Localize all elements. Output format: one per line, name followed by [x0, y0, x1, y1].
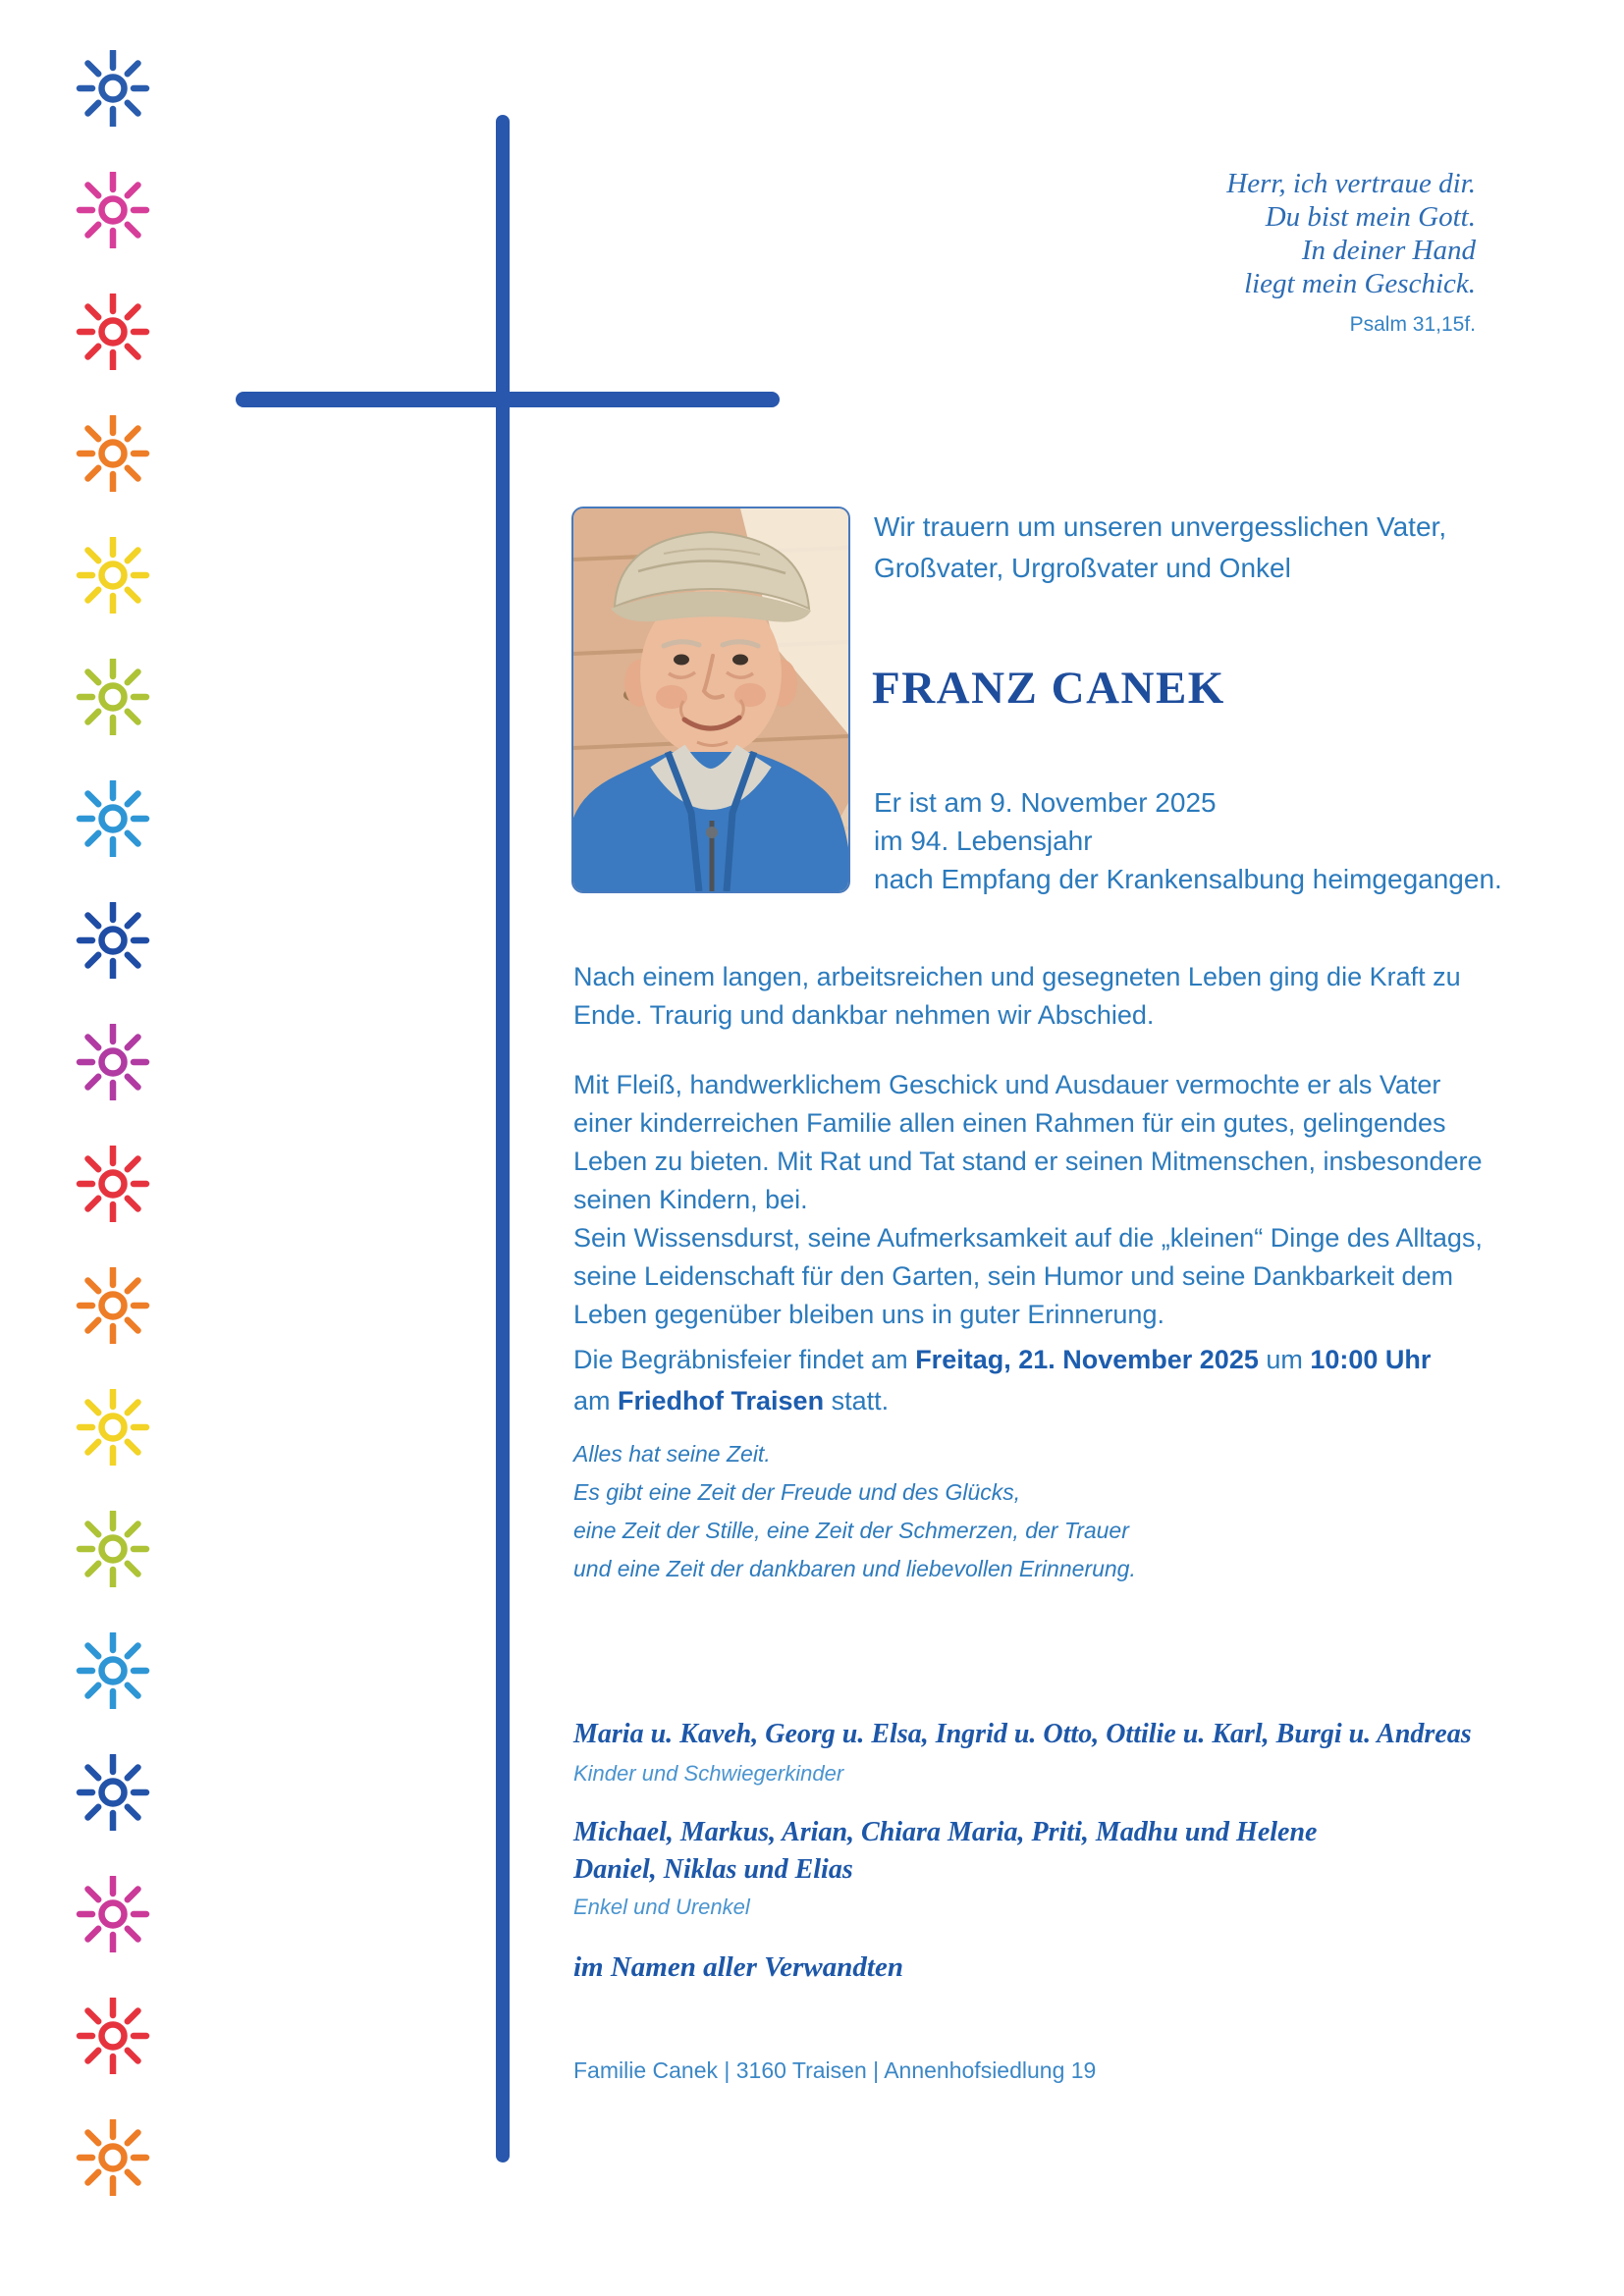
funeral-place: Friedhof Traisen — [618, 1386, 825, 1415]
text-line: Michael, Markus, Arian, Chiara Maria, Priti, Madhu und Helene — [573, 1817, 1318, 1847]
children-names: Maria u. Kaveh, Georg u. Elsa, Ingrid u. Otto, Ottilie u. Karl, Burgi u. Andreas — [573, 1719, 1472, 1749]
funeral-text: statt. — [824, 1386, 890, 1415]
sun-icon — [75, 172, 151, 248]
sun-icon — [75, 1511, 151, 1587]
text-line: Großvater, Urgroßvater und Onkel — [874, 553, 1291, 583]
sun-icon — [75, 1998, 151, 2074]
mourning-intro — [874, 507, 1446, 589]
sun-column — [0, 0, 196, 2296]
grandchildren-names — [573, 1814, 1317, 1889]
cheek-right — [734, 683, 766, 707]
cross-icon-horizontal-bar — [236, 392, 780, 407]
psalm-lines — [1226, 167, 1476, 300]
text-line: liegt mein Geschick. — [1244, 268, 1476, 299]
text-line: Sein Wissensdurst, seine Aufmerksamkeit auf die „kleinen“ Dinge des Alltags, — [573, 1223, 1483, 1253]
sun-icon — [75, 1267, 151, 1344]
death-notice — [874, 783, 1502, 898]
portrait-illustration — [573, 508, 848, 891]
text-line: Es gibt eine Zeit der Freude und des Glücks, — [573, 1479, 1021, 1505]
text-line: Du bist mein Gott. — [1265, 201, 1476, 233]
sun-icon — [75, 1146, 151, 1222]
funeral-announcement — [573, 1339, 1431, 1421]
eye-left — [674, 655, 689, 666]
text-line: nach Empfang der Krankensalbung heimgegangen. — [874, 864, 1502, 894]
text-line: einer kinderreichen Familie allen einen Rahmen für ein gutes, gelingendes — [573, 1108, 1446, 1138]
text-line: Leben gegenüber bleiben uns in guter Erinnerung. — [573, 1300, 1164, 1329]
sun-icon — [75, 1024, 151, 1100]
children-label: Kinder und Schwiegerkinder — [573, 1761, 844, 1786]
text-line: Alles hat seine Zeit. — [573, 1441, 771, 1467]
sun-icon — [75, 1389, 151, 1466]
text-line: Daniel, Niklas und Elias — [573, 1854, 853, 1885]
funeral-date: Freitag, 21. November 2025 — [915, 1345, 1259, 1374]
eye-right — [732, 655, 748, 666]
text-line: Herr, ich vertraue dir. — [1226, 168, 1476, 199]
text-line: im 94. Lebensjahr — [874, 826, 1093, 856]
funeral-time: 10:00 Uhr — [1310, 1345, 1432, 1374]
poem — [573, 1435, 1136, 1588]
text-line: In deiner Hand — [1301, 235, 1476, 266]
funeral-text: um — [1258, 1345, 1311, 1374]
text-line: seine Leidenschaft für den Garten, sein Humor und seine Dankbarkeit dem — [573, 1261, 1454, 1291]
sun-icon — [75, 50, 151, 127]
text-line: eine Zeit der Stille, eine Zeit der Schmerzen, der Trauer — [573, 1518, 1129, 1543]
text-line: Leben zu bieten. Mit Rat und Tat stand er seinen Mitmenschen, insbesondere — [573, 1147, 1483, 1176]
closing-line: im Namen aller Verwandten — [573, 1951, 903, 1983]
psalm-source: Psalm 31,15f. — [1349, 313, 1476, 336]
text-line: Nach einem langen, arbeitsreichen und gesegneten Leben ging die Kraft zu — [573, 962, 1461, 991]
text-line: seinen Kindern, bei. — [573, 1185, 808, 1214]
funeral-text: am — [573, 1386, 619, 1415]
sun-icon — [75, 294, 151, 370]
psalm-quote — [1226, 167, 1476, 342]
text-line: Mit Fleiß, handwerklichem Geschick und Ausdauer vermochte er als Vater — [573, 1070, 1441, 1099]
cross-icon-vertical-bar — [496, 115, 510, 2163]
sun-icon — [75, 659, 151, 735]
text-line: Ende. Traurig und dankbar nehmen wir Abschied. — [573, 1000, 1155, 1030]
grandchildren-label: Enkel und Urenkel — [573, 1895, 750, 1919]
sun-icon — [75, 415, 151, 492]
sun-icon — [75, 1632, 151, 1709]
portrait-photo — [571, 507, 850, 893]
text-line: und eine Zeit der dankbaren und liebevollen Erinnerung. — [573, 1556, 1136, 1581]
obituary-paragraph-1 — [573, 958, 1461, 1035]
sun-icon — [75, 537, 151, 614]
sun-icon — [75, 780, 151, 857]
footer-address: Familie Canek | 3160 Traisen | Annenhofsiedlung 19 — [573, 2057, 1097, 2083]
sun-icon — [75, 1876, 151, 1952]
sun-icon — [75, 902, 151, 979]
text-line: Wir trauern um unseren unvergesslichen Vater, — [874, 511, 1447, 542]
deceased-name: FRANZ CANEK — [872, 663, 1225, 714]
zipper-pull — [706, 827, 718, 838]
funeral-text: Die Begräbnisfeier findet am — [573, 1345, 916, 1374]
text-line: Er ist am 9. November 2025 — [874, 787, 1217, 818]
obituary-paragraph-2 — [573, 1066, 1483, 1334]
sun-icon — [75, 1754, 151, 1831]
sun-icon — [75, 2119, 151, 2196]
